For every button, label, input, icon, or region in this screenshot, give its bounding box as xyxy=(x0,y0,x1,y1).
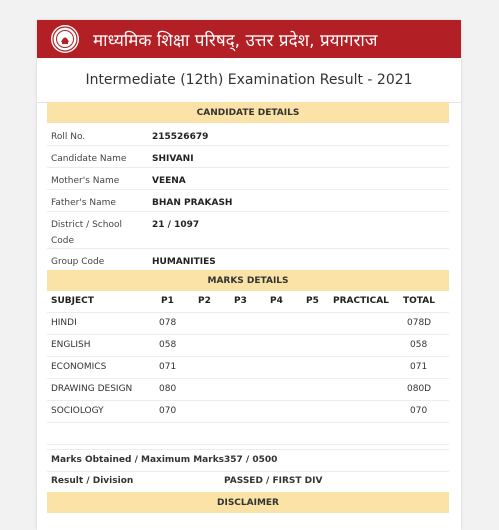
subject-cell: HINDI xyxy=(51,318,77,328)
p1-cell: 080 xyxy=(159,384,177,394)
total-cell: 070 xyxy=(410,406,428,416)
father-name-value: BHAN PRAKASH xyxy=(152,198,233,208)
col-p4: P4 xyxy=(270,296,283,306)
table-row xyxy=(47,334,449,357)
district-school-code-value: 21 / 1097 xyxy=(152,220,200,230)
candidate-name-value: SHIVANI xyxy=(152,154,194,164)
marks-table-header xyxy=(47,291,449,313)
total-cell: 080D xyxy=(407,384,432,394)
marks-obtained-label: Marks Obtained / Maximum Marks xyxy=(51,455,225,465)
table-row xyxy=(47,356,449,379)
roll-no-value: 215526679 xyxy=(152,132,209,142)
subject-cell: DRAWING DESIGN xyxy=(51,384,133,394)
table-row xyxy=(47,312,449,335)
mother-name-row xyxy=(47,167,449,190)
col-practical: PRACTICAL xyxy=(333,296,389,306)
mother-name-value: VEENA xyxy=(152,176,186,186)
marks-details-header: MARKS DETAILS xyxy=(47,270,449,291)
candidate-details-header: CANDIDATE DETAILS xyxy=(47,102,449,123)
roll-no-label: Roll No. xyxy=(51,132,86,142)
p1-cell: 071 xyxy=(159,362,177,372)
total-cell: 058 xyxy=(410,340,428,350)
col-p2: P2 xyxy=(198,296,211,306)
col-p5: P5 xyxy=(306,296,319,306)
subject-cell: ENGLISH xyxy=(51,340,91,350)
disclaimer-header: DISCLAIMER xyxy=(47,492,449,513)
p1-cell: 070 xyxy=(159,406,177,416)
table-row-empty xyxy=(47,422,449,445)
table-row xyxy=(47,400,449,423)
header-banner xyxy=(37,20,461,58)
col-p3: P3 xyxy=(234,296,247,306)
roll-no-row xyxy=(47,123,449,146)
marks-obtained-value: 357 / 0500 xyxy=(224,455,278,465)
subject-cell: SOCIOLOGY xyxy=(51,406,104,416)
board-logo-icon xyxy=(51,25,79,53)
subject-cell: ECONOMICS xyxy=(51,362,107,372)
col-p1: P1 xyxy=(161,296,174,306)
p1-cell: 078 xyxy=(159,318,177,328)
group-code-value: HUMANITIES xyxy=(152,257,216,267)
district-school-code-label: District / School Code xyxy=(51,220,122,246)
candidate-name-label: Candidate Name xyxy=(51,154,127,164)
result-division-value: PASSED / FIRST DIV xyxy=(224,476,323,486)
result-division-label: Result / Division xyxy=(51,476,134,486)
group-code-row xyxy=(47,248,449,271)
father-name-label: Father's Name xyxy=(51,198,116,208)
col-total: TOTAL xyxy=(403,296,435,306)
group-code-label: Group Code xyxy=(51,257,105,267)
total-cell: 078D xyxy=(407,318,432,328)
total-cell: 071 xyxy=(410,362,428,372)
col-subject: SUBJECT xyxy=(51,296,94,306)
candidate-name-row xyxy=(47,145,449,168)
board-name: माध्यमिक शिक्षा परिषद्, उत्तर प्रदेश, प्रयागराज xyxy=(93,30,378,51)
district-school-code-row xyxy=(47,211,449,249)
mother-name-label: Mother's Name xyxy=(51,176,120,186)
table-row xyxy=(47,378,449,401)
page-title: Intermediate (12th) Examination Result - 2021 xyxy=(37,58,461,103)
marks-obtained-row xyxy=(47,449,449,472)
result-card xyxy=(37,20,461,530)
p1-cell: 058 xyxy=(159,340,177,350)
result-division-row xyxy=(47,471,449,493)
father-name-row xyxy=(47,189,449,212)
